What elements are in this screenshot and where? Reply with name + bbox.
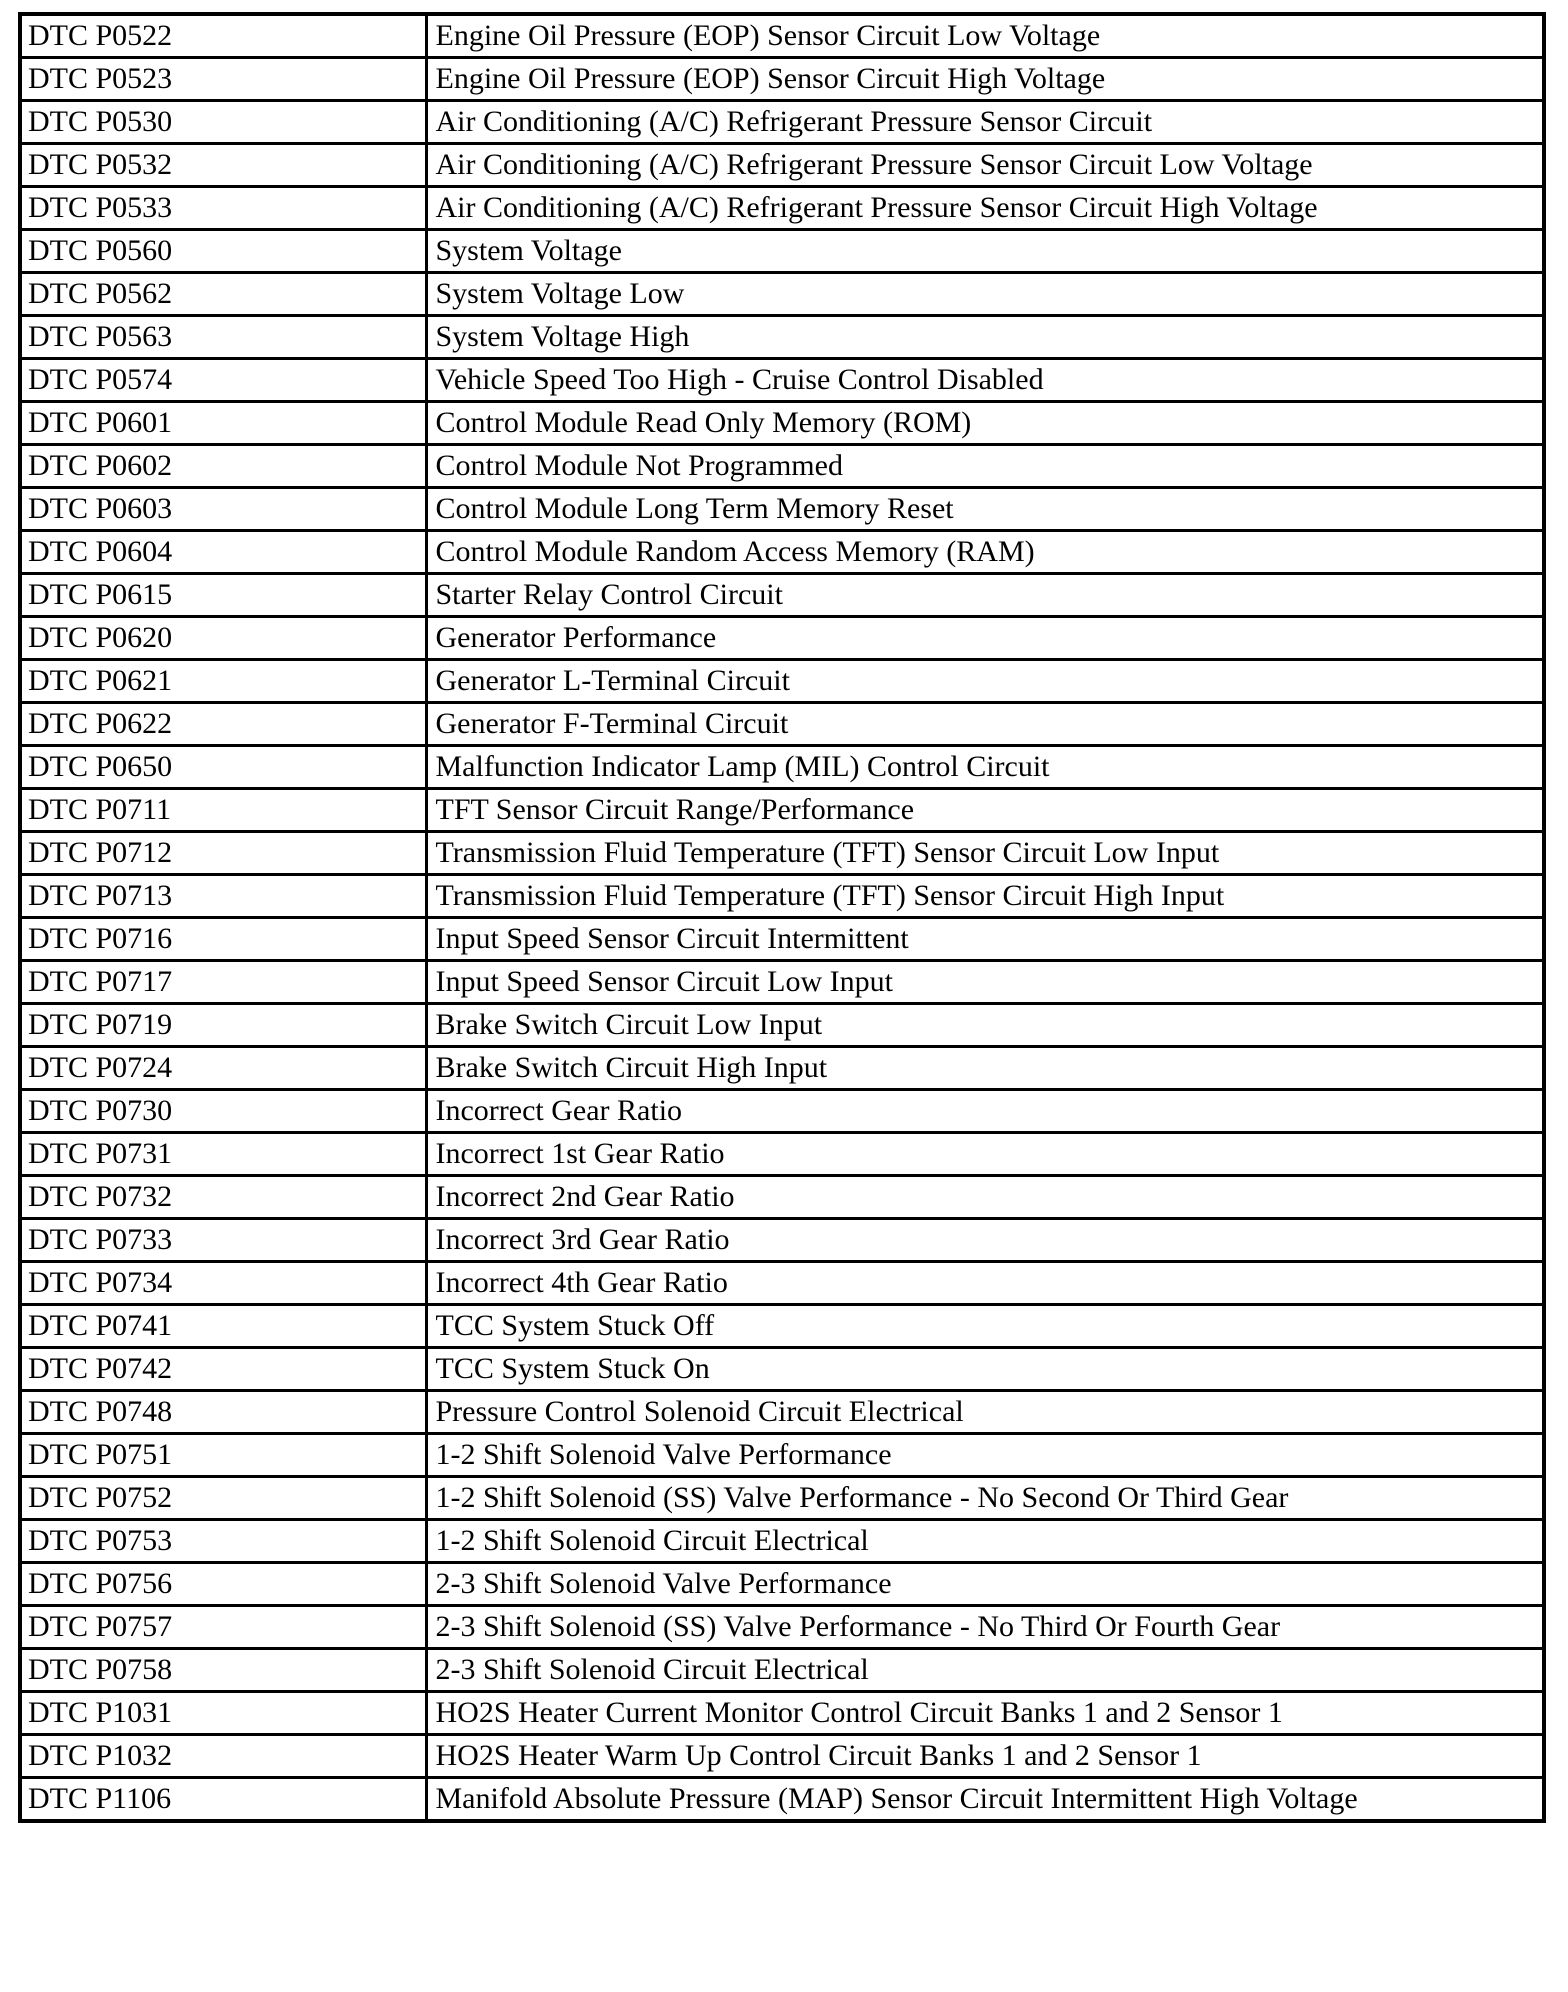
table-row — [20, 1649, 1544, 1692]
dtc-description-cell: Air Conditioning (A/C) Refrigerant Pressure Sensor Circuit Low Voltage — [426, 144, 1544, 187]
table-row — [20, 1434, 1544, 1477]
dtc-description-cell: Incorrect Gear Ratio — [426, 1090, 1544, 1133]
dtc-code-cell: DTC P0532 — [20, 144, 426, 187]
dtc-code-cell: DTC P0717 — [20, 961, 426, 1004]
dtc-description-cell: Brake Switch Circuit High Input — [426, 1047, 1544, 1090]
dtc-description-cell: Air Conditioning (A/C) Refrigerant Pressure Sensor Circuit High Voltage — [426, 187, 1544, 230]
dtc-description-cell: 1-2 Shift Solenoid Circuit Electrical — [426, 1520, 1544, 1563]
dtc-code-cell: DTC P0734 — [20, 1262, 426, 1305]
dtc-code-cell: DTC P1031 — [20, 1692, 426, 1735]
table-row — [20, 1305, 1544, 1348]
dtc-description-cell: Air Conditioning (A/C) Refrigerant Pressure Sensor Circuit — [426, 101, 1544, 144]
table-row — [20, 359, 1544, 402]
dtc-code-cell: DTC P0523 — [20, 58, 426, 101]
dtc-code-cell: DTC P0650 — [20, 746, 426, 789]
dtc-code-cell: DTC P0522 — [20, 14, 426, 58]
dtc-description-cell: Generator F-Terminal Circuit — [426, 703, 1544, 746]
dtc-description-cell: Control Module Not Programmed — [426, 445, 1544, 488]
dtc-description-cell: 1-2 Shift Solenoid Valve Performance — [426, 1434, 1544, 1477]
table-row — [20, 1133, 1544, 1176]
table-row — [20, 660, 1544, 703]
table-row — [20, 488, 1544, 531]
dtc-description-cell: Control Module Read Only Memory (ROM) — [426, 402, 1544, 445]
dtc-code-cell: DTC P0562 — [20, 273, 426, 316]
dtc-description-cell: 2-3 Shift Solenoid Circuit Electrical — [426, 1649, 1544, 1692]
dtc-description-cell: HO2S Heater Current Monitor Control Circuit Banks 1 and 2 Sensor 1 — [426, 1692, 1544, 1735]
dtc-description-cell: Incorrect 2nd Gear Ratio — [426, 1176, 1544, 1219]
dtc-description-cell: Incorrect 1st Gear Ratio — [426, 1133, 1544, 1176]
dtc-code-cell: DTC P0719 — [20, 1004, 426, 1047]
dtc-description-cell: TCC System Stuck On — [426, 1348, 1544, 1391]
dtc-code-cell: DTC P0560 — [20, 230, 426, 273]
table-row — [20, 1004, 1544, 1047]
dtc-description-cell: Incorrect 4th Gear Ratio — [426, 1262, 1544, 1305]
dtc-description-cell: TCC System Stuck Off — [426, 1305, 1544, 1348]
dtc-description-cell: TFT Sensor Circuit Range/Performance — [426, 789, 1544, 832]
dtc-code-cell: DTC P0620 — [20, 617, 426, 660]
table-row — [20, 273, 1544, 316]
dtc-code-cell: DTC P0753 — [20, 1520, 426, 1563]
dtc-description-cell: System Voltage High — [426, 316, 1544, 359]
dtc-description-cell: Brake Switch Circuit Low Input — [426, 1004, 1544, 1047]
dtc-description-cell: Manifold Absolute Pressure (MAP) Sensor Circuit Intermittent High Voltage — [426, 1778, 1544, 1822]
table-row — [20, 875, 1544, 918]
dtc-code-cell: DTC P0732 — [20, 1176, 426, 1219]
table-row — [20, 230, 1544, 273]
dtc-code-cell: DTC P0533 — [20, 187, 426, 230]
table-row — [20, 789, 1544, 832]
dtc-code-cell: DTC P0713 — [20, 875, 426, 918]
dtc-code-cell: DTC P0731 — [20, 1133, 426, 1176]
table-row — [20, 316, 1544, 359]
dtc-description-cell: 1-2 Shift Solenoid (SS) Valve Performance - No Second Or Third Gear — [426, 1477, 1544, 1520]
table-row — [20, 1563, 1544, 1606]
table-row — [20, 402, 1544, 445]
table-row — [20, 1176, 1544, 1219]
dtc-description-cell: Generator Performance — [426, 617, 1544, 660]
table-row — [20, 703, 1544, 746]
table-row — [20, 14, 1544, 58]
dtc-code-cell: DTC P0724 — [20, 1047, 426, 1090]
dtc-code-cell: DTC P0602 — [20, 445, 426, 488]
dtc-description-cell: Transmission Fluid Temperature (TFT) Sensor Circuit Low Input — [426, 832, 1544, 875]
dtc-code-cell: DTC P0752 — [20, 1477, 426, 1520]
dtc-description-cell: Engine Oil Pressure (EOP) Sensor Circuit High Voltage — [426, 58, 1544, 101]
dtc-code-cell: DTC P0574 — [20, 359, 426, 402]
dtc-code-cell: DTC P0758 — [20, 1649, 426, 1692]
dtc-description-cell: Engine Oil Pressure (EOP) Sensor Circuit Low Voltage — [426, 14, 1544, 58]
dtc-description-cell: HO2S Heater Warm Up Control Circuit Banks 1 and 2 Sensor 1 — [426, 1735, 1544, 1778]
dtc-code-cell: DTC P0748 — [20, 1391, 426, 1434]
table-row — [20, 961, 1544, 1004]
dtc-code-cell: DTC P0716 — [20, 918, 426, 961]
dtc-code-cell: DTC P0603 — [20, 488, 426, 531]
dtc-code-cell: DTC P1106 — [20, 1778, 426, 1822]
dtc-description-cell: Starter Relay Control Circuit — [426, 574, 1544, 617]
dtc-table-body — [20, 14, 1544, 1821]
dtc-code-cell: DTC P0622 — [20, 703, 426, 746]
dtc-description-cell: 2-3 Shift Solenoid (SS) Valve Performance - No Third Or Fourth Gear — [426, 1606, 1544, 1649]
dtc-code-cell: DTC P0733 — [20, 1219, 426, 1262]
dtc-description-cell: 2-3 Shift Solenoid Valve Performance — [426, 1563, 1544, 1606]
dtc-code-cell: DTC P1032 — [20, 1735, 426, 1778]
dtc-table — [18, 12, 1546, 1823]
table-row — [20, 101, 1544, 144]
table-row — [20, 1520, 1544, 1563]
table-row — [20, 1391, 1544, 1434]
dtc-code-cell: DTC P0563 — [20, 316, 426, 359]
dtc-code-cell: DTC P0621 — [20, 660, 426, 703]
table-row — [20, 832, 1544, 875]
table-row — [20, 1477, 1544, 1520]
dtc-code-cell: DTC P0741 — [20, 1305, 426, 1348]
dtc-code-cell: DTC P0757 — [20, 1606, 426, 1649]
table-row — [20, 1348, 1544, 1391]
dtc-description-cell: Malfunction Indicator Lamp (MIL) Control Circuit — [426, 746, 1544, 789]
dtc-code-cell: DTC P0530 — [20, 101, 426, 144]
dtc-code-cell: DTC P0730 — [20, 1090, 426, 1133]
table-row — [20, 574, 1544, 617]
dtc-code-cell: DTC P0604 — [20, 531, 426, 574]
dtc-description-cell: Transmission Fluid Temperature (TFT) Sensor Circuit High Input — [426, 875, 1544, 918]
table-row — [20, 746, 1544, 789]
table-row — [20, 531, 1544, 574]
dtc-code-cell: DTC P0615 — [20, 574, 426, 617]
dtc-description-cell: Generator L-Terminal Circuit — [426, 660, 1544, 703]
dtc-code-cell: DTC P0756 — [20, 1563, 426, 1606]
table-row — [20, 918, 1544, 961]
dtc-description-cell: Control Module Long Term Memory Reset — [426, 488, 1544, 531]
table-row — [20, 187, 1544, 230]
dtc-description-cell: Vehicle Speed Too High - Cruise Control Disabled — [426, 359, 1544, 402]
table-row — [20, 1047, 1544, 1090]
dtc-code-cell: DTC P0711 — [20, 789, 426, 832]
table-row — [20, 58, 1544, 101]
dtc-description-cell: System Voltage Low — [426, 273, 1544, 316]
dtc-description-cell: Control Module Random Access Memory (RAM) — [426, 531, 1544, 574]
dtc-description-cell: Incorrect 3rd Gear Ratio — [426, 1219, 1544, 1262]
table-row — [20, 1735, 1544, 1778]
dtc-description-cell: Input Speed Sensor Circuit Intermittent — [426, 918, 1544, 961]
dtc-code-cell: DTC P0712 — [20, 832, 426, 875]
dtc-code-cell: DTC P0601 — [20, 402, 426, 445]
dtc-description-cell: System Voltage — [426, 230, 1544, 273]
table-row — [20, 1262, 1544, 1305]
dtc-code-cell: DTC P0742 — [20, 1348, 426, 1391]
dtc-code-cell: DTC P0751 — [20, 1434, 426, 1477]
table-row — [20, 445, 1544, 488]
table-row — [20, 1778, 1544, 1822]
document-page — [18, 12, 1542, 1823]
table-row — [20, 1606, 1544, 1649]
table-row — [20, 1692, 1544, 1735]
dtc-description-cell: Pressure Control Solenoid Circuit Electrical — [426, 1391, 1544, 1434]
dtc-description-cell: Input Speed Sensor Circuit Low Input — [426, 961, 1544, 1004]
table-row — [20, 617, 1544, 660]
table-row — [20, 1219, 1544, 1262]
table-row — [20, 144, 1544, 187]
table-row — [20, 1090, 1544, 1133]
